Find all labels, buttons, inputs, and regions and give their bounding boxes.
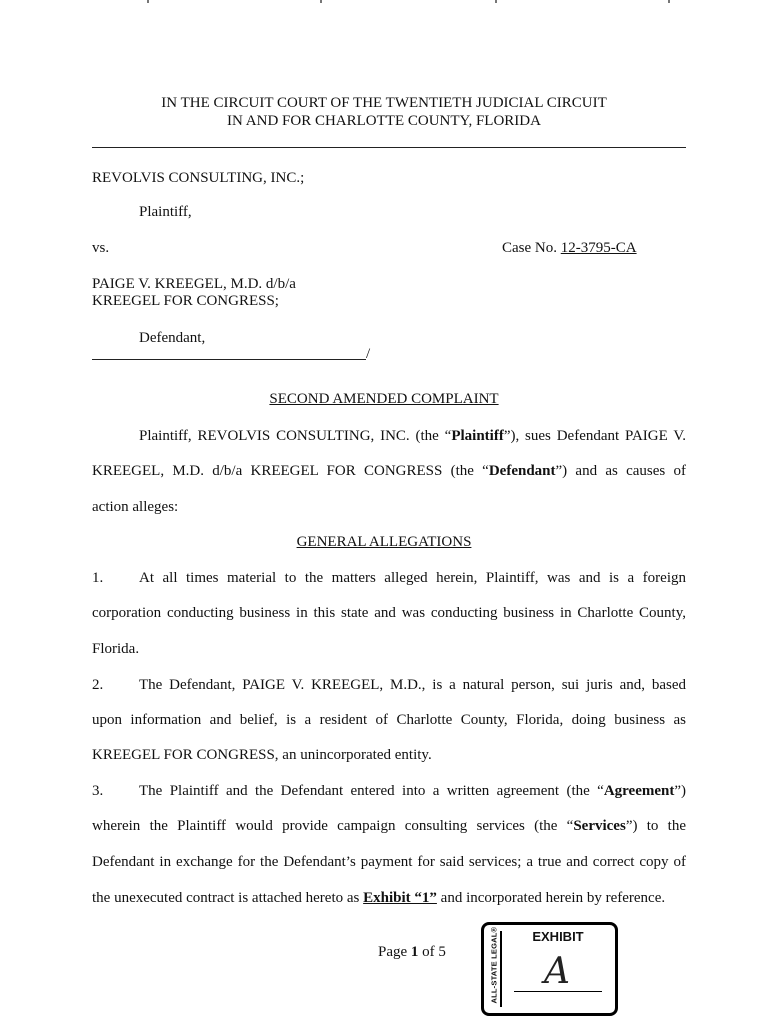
caption-slash: / [366,346,371,362]
allegation-text: ”) to the [625,818,686,834]
allegation-3-line-1 [139,782,686,800]
case-label: Case No. [502,240,557,256]
versus: vs. [92,240,110,256]
intro-text: ”) and as causes of [555,463,687,479]
stamp-exhibit-letter: A [544,951,570,992]
allegation-2-line-3: KREEGEL FOR CONGRESS, an unincorporated entity. [92,747,432,763]
case-number-block [502,239,637,257]
court-name-line-1: IN THE CIRCUIT COURT OF THE TWENTIETH JUDICIAL CIRCUIT [161,95,607,111]
page-of: of [422,944,435,960]
scan-mark [495,0,497,3]
section-heading: GENERAL ALLEGATIONS [296,534,472,550]
intro-text: KREEGEL, M.D. d/b/a KREEGEL FOR CONGRESS (the “ [92,463,489,479]
caption-signature-rule [92,359,366,360]
case-number: 12-3795-CA [560,240,637,256]
allegation-3-line-3: Defendant in exchange for the Defendant’s payment for said services; a true and correct copy of [92,854,686,870]
page-total: 5 [438,944,446,960]
agreement-defined-term: Agreement [603,783,675,799]
allegation-text: wherein the Plaintiff would provide campaign consulting services (the “ [92,818,574,834]
header-rule [92,147,686,148]
defendant-name-line-1: PAIGE V. KREEGEL, M.D. d/b/a [92,276,296,292]
intro-line-2 [92,462,686,480]
scan-mark [147,0,149,3]
defendant-name-line-2: KREEGEL FOR CONGRESS; [92,293,279,309]
court-name-line-2: IN AND FOR CHARLOTTE COUNTY, FLORIDA [227,113,541,129]
allegation-text: ”) [674,783,686,799]
exhibit-reference: Exhibit “1” [363,890,437,906]
page-word: Page [378,944,408,960]
plaintiff-role: Plaintiff, [139,204,192,220]
allegation-2-line-2: upon information and belief, is a resident of Charlotte County, Florida, doing business as [92,712,686,728]
paragraph-number: 3. [92,783,104,799]
scan-mark [320,0,322,3]
paragraph-number: 2. [92,677,104,693]
plaintiff-name: REVOLVIS CONSULTING, INC.; [92,170,305,186]
allegation-text: the unexecuted contract is attached hereto as [92,890,364,906]
page-current: 1 [410,944,419,960]
allegation-text: The Plaintiff and the Defendant entered into a written agreement (the “ [139,783,604,799]
defendant-defined-term: Defendant [488,463,556,479]
paragraph-number: 1. [92,570,104,586]
stamp-title: EXHIBIT [532,929,584,944]
scan-mark [668,0,670,3]
allegation-3-line-2 [92,817,686,835]
exhibit-stamp [481,922,618,1016]
allegation-1-line-1: At all times material to the matters alleged herein, Plaintiff, was and is a foreign [139,570,686,586]
stamp-brand: ALL-STATE LEGAL® [489,926,499,1004]
defendant-role: Defendant, [139,330,206,346]
stamp-brand-strip [486,926,502,1007]
document-title: SECOND AMENDED COMPLAINT [269,391,499,407]
intro-line-1 [139,427,686,445]
page-number [378,943,446,961]
intro-text: Plaintiff, REVOLVIS CONSULTING, INC. (the “ [139,428,452,444]
stamp-underline [514,991,602,992]
allegation-text: and incorporated herein by reference. [436,890,666,906]
plaintiff-defined-term: Plaintiff [451,428,504,444]
intro-line-3: action alleges: [92,499,179,515]
intro-text: ”), sues Defendant PAIGE V. [503,428,686,444]
services-defined-term: Services [573,818,626,834]
allegation-2-line-1: The Defendant, PAIGE V. KREEGEL, M.D., is a natural person, sui juris and, based [139,677,686,693]
allegation-1-line-3: Florida. [92,641,140,657]
allegation-3-line-4 [92,889,665,907]
allegation-1-line-2: corporation conducting business in this state and was conducting business in Charlotte County, [92,605,686,621]
